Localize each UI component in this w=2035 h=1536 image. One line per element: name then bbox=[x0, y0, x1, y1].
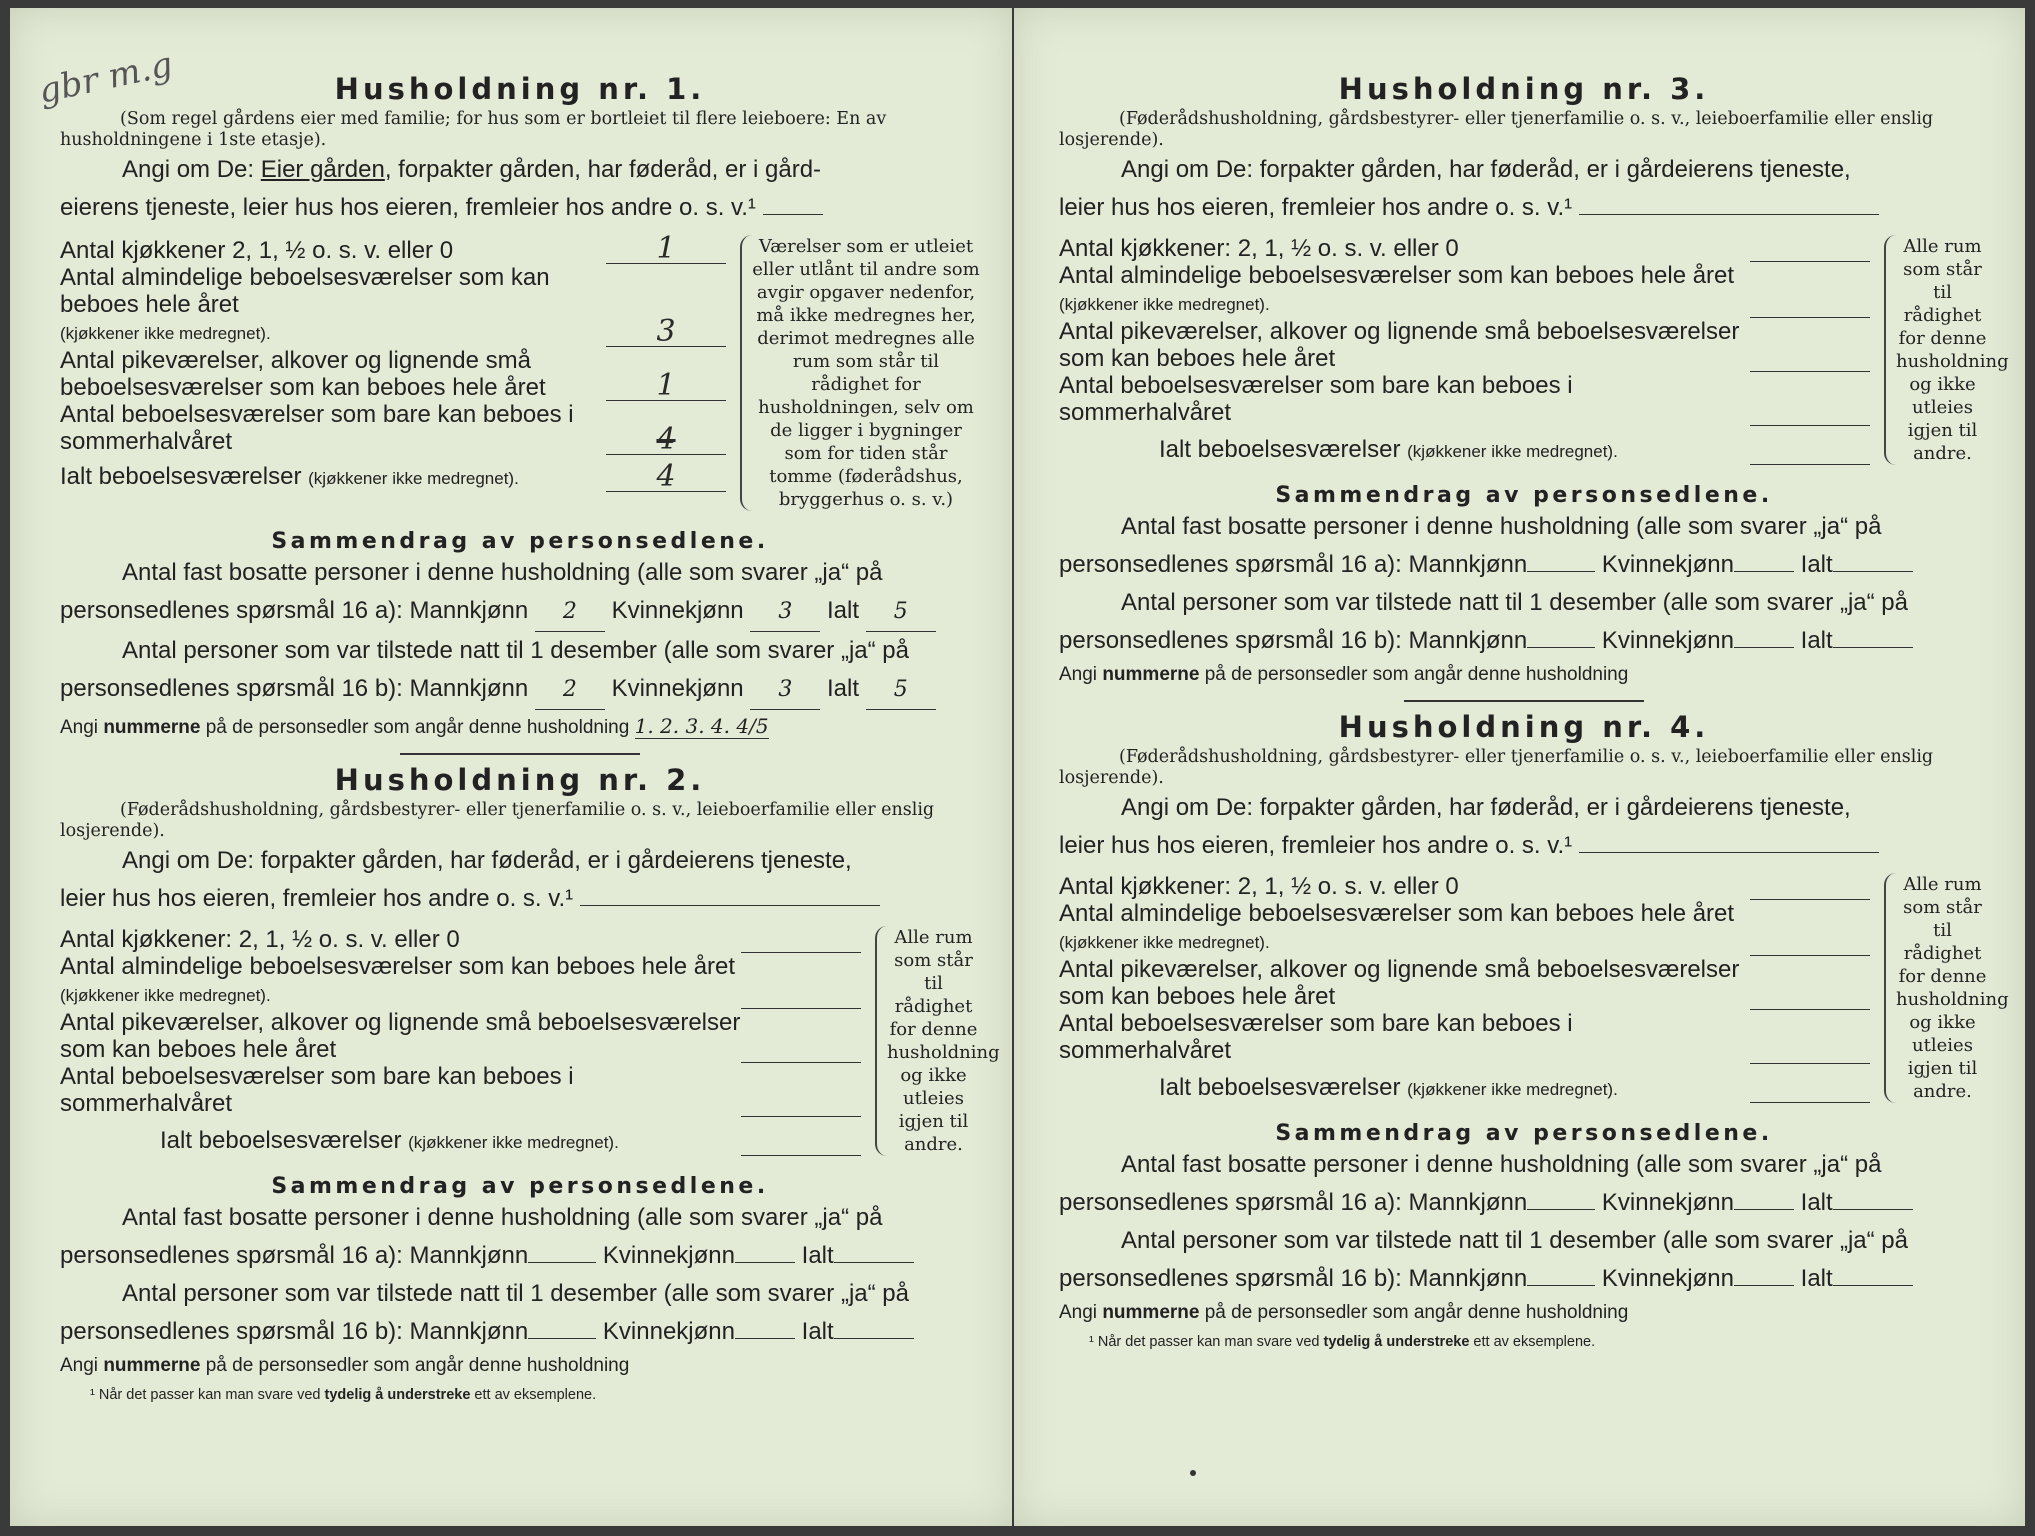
status-options-cont: leier hus hos eieren, fremleier hos andre o. s. v.¹ bbox=[1059, 194, 1573, 221]
female-label: Kvinnekjønn bbox=[611, 597, 744, 624]
room-row-total bbox=[1059, 1074, 1870, 1103]
separator bbox=[400, 753, 640, 755]
separator bbox=[1404, 700, 1644, 702]
household-3-summary bbox=[1059, 508, 1989, 660]
household-3-title: Husholdning nr. 3. bbox=[1338, 72, 1710, 106]
household-4-status bbox=[1059, 789, 1989, 865]
room-row-summer bbox=[1059, 1010, 1870, 1064]
16a-female-blank bbox=[735, 1241, 795, 1263]
16a-female: 3 bbox=[750, 593, 820, 632]
summary-line-16b: Antal personer som var tilstede natt til 1 desember (alle som svarer „ja“ på bbox=[1121, 589, 1908, 616]
room-value bbox=[741, 1116, 861, 1117]
rooms-side-note: Alle rum som står til rådighet for denne husholdning og ikke utleies igjen til andre. bbox=[1884, 873, 1989, 1103]
room-value bbox=[1750, 425, 1870, 426]
room-label bbox=[1059, 262, 1750, 318]
room-row-kitchens bbox=[60, 231, 726, 266]
rooms-list bbox=[1059, 873, 1870, 1103]
16b-male-blank bbox=[1527, 1264, 1595, 1286]
household-1-numbers bbox=[60, 714, 980, 739]
footnote bbox=[1059, 1334, 1989, 1350]
16a-male-blank bbox=[1527, 550, 1595, 572]
numbers-bold: nummerne bbox=[103, 1355, 201, 1376]
room-label-sub: (kjøkkener ikke medregnet). bbox=[1059, 933, 1270, 952]
left-column bbox=[60, 68, 1000, 1403]
room-label bbox=[60, 953, 741, 1009]
footnote bbox=[60, 1387, 980, 1403]
total-value bbox=[1750, 464, 1870, 465]
room-label: Antal beboelsesværelser som bare kan beboes i sommerhalvåret bbox=[1059, 1010, 1573, 1064]
total-label-text: Ialt beboelsesværelser bbox=[60, 463, 302, 490]
room-label: Antal beboelsesværelser som bare kan beboes i sommerhalvåret bbox=[60, 401, 574, 455]
16a-male-blank bbox=[528, 1241, 596, 1263]
status-prefix: Angi om De: bbox=[122, 156, 261, 183]
16b-female-blank bbox=[1734, 626, 1794, 648]
room-row-kitchens bbox=[1059, 235, 1870, 262]
room-value: 4 bbox=[606, 426, 726, 455]
room-row-small bbox=[1059, 956, 1870, 1010]
numbers-bold: nummerne bbox=[103, 717, 201, 738]
total-label bbox=[1159, 436, 1750, 465]
household-2-status bbox=[60, 842, 980, 918]
footnote-end: ett av eksemplene. bbox=[470, 1387, 597, 1403]
room-row-kitchens bbox=[1059, 873, 1870, 900]
room-row-ordinary bbox=[60, 953, 861, 1009]
room-label: Antal pikeværelser, alkover og lignende små beboelsesværelser som kan beboes hele året bbox=[60, 347, 546, 401]
household-2-rooms bbox=[60, 926, 1000, 1156]
numbers-text: på de personsedler som angår denne husholdning bbox=[200, 717, 630, 738]
16a-female-blank bbox=[1734, 550, 1794, 572]
room-value bbox=[1750, 371, 1870, 372]
total-label: Ialt bbox=[1800, 627, 1833, 654]
room-row-summer bbox=[60, 1063, 861, 1117]
room-row-ordinary bbox=[60, 264, 726, 347]
summary-16a-label: personsedlenes spørsmål 16 a): Mannkjønn bbox=[60, 597, 529, 624]
room-label bbox=[60, 264, 606, 347]
rooms-side-note: Alle rum som står til rådighet for denne husholdning og ikke utleies igjen til andre. bbox=[1884, 235, 1989, 465]
household-1-summary-title: Sammendrag av personsedlene. bbox=[271, 529, 769, 554]
16b-male-blank bbox=[528, 1317, 596, 1339]
total-label: Ialt bbox=[801, 1242, 834, 1269]
room-label-text: Antal almindelige beboelsesværelser som kan beboes hele året bbox=[1059, 900, 1735, 927]
right-page bbox=[1014, 8, 2025, 1526]
total-label: Ialt bbox=[1800, 1265, 1833, 1292]
left-page bbox=[10, 8, 1012, 1526]
16b-female-blank bbox=[735, 1317, 795, 1339]
16b-total: 5 bbox=[866, 671, 936, 710]
room-value bbox=[1750, 899, 1870, 900]
household-4-summary-title: Sammendrag av personsedlene. bbox=[1275, 1121, 1773, 1146]
household-4-title: Husholdning nr. 4. bbox=[1338, 710, 1710, 744]
total-label bbox=[160, 1127, 741, 1156]
room-value: 1 bbox=[606, 235, 726, 264]
household-2-summary bbox=[60, 1199, 980, 1351]
status-options-cont: eierens tjeneste, leier hus hos eieren, fremleier hos andre o. s. v.¹ bbox=[60, 194, 756, 221]
16b-total-blank bbox=[834, 1317, 914, 1339]
numbers-text: på de personsedler som angår denne husholdning bbox=[200, 1355, 630, 1376]
household-4-note: (Føderådshusholdning, gårdsbestyrer- eller tjenerfamilie o. s. v., leieboerfamilie eller enslig losjerende). bbox=[1059, 747, 1934, 788]
summary-16b-label: personsedlenes spørsmål 16 b): Mannkjønn bbox=[60, 675, 529, 702]
household-4-numbers bbox=[1059, 1302, 1989, 1324]
household-2-note: (Føderådshusholdning, gårdsbestyrer- eller tjenerfamilie o. s. v., leieboerfamilie eller enslig losjerende). bbox=[60, 800, 935, 841]
room-label-sub: (kjøkkener ikke medregnet). bbox=[60, 324, 271, 343]
footnote-bold: tydelig å understreke bbox=[324, 1387, 471, 1403]
total-label: Ialt bbox=[827, 597, 860, 624]
16a-total-blank bbox=[1833, 550, 1913, 572]
summary-16a-label: personsedlenes spørsmål 16 a): Mannkjønn bbox=[1059, 1189, 1528, 1216]
room-label-text: Antal almindelige beboelsesværelser som kan beboes hele året bbox=[60, 953, 736, 980]
census-sheet bbox=[10, 8, 2025, 1528]
16a-male: 2 bbox=[535, 593, 605, 632]
room-value bbox=[1750, 261, 1870, 262]
room-value bbox=[1750, 1009, 1870, 1010]
summary-16b-label: personsedlenes spørsmål 16 b): Mannkjønn bbox=[60, 1318, 529, 1345]
room-label: Antal kjøkkener: 2, 1, ½ o. s. v. eller 0 bbox=[1059, 873, 1459, 900]
total-label: Ialt bbox=[827, 675, 860, 702]
household-3-note: (Føderådshusholdning, gårdsbestyrer- eller tjenerfamilie o. s. v., leieboerfamilie eller enslig losjerende). bbox=[1059, 109, 1934, 150]
summary-16a-label: personsedlenes spørsmål 16 a): Mannkjønn bbox=[1059, 551, 1528, 578]
numbers-bold: nummerne bbox=[1102, 664, 1200, 685]
female-label: Kvinnekjønn bbox=[1601, 1265, 1734, 1292]
room-value bbox=[741, 952, 861, 953]
room-label: Antal beboelsesværelser som bare kan beboes i sommerhalvåret bbox=[60, 1063, 574, 1117]
room-label: Antal kjøkkener: 2, 1, ½ o. s. v. eller 0 bbox=[60, 926, 460, 953]
16b-male-blank bbox=[1527, 626, 1595, 648]
summary-16a-label: personsedlenes spørsmål 16 a): Mannkjønn bbox=[60, 1242, 529, 1269]
status-options: Angi om De: forpakter gården, har føderåd, er i gårdeierens tjeneste, bbox=[122, 847, 852, 874]
household-4-rooms bbox=[1059, 873, 2009, 1103]
total-label: Ialt bbox=[801, 1318, 834, 1345]
summary-line-16a: Antal fast bosatte personer i denne husholdning (alle som svarer „ja“ på bbox=[122, 559, 883, 586]
status-options: Angi om De: forpakter gården, har føderåd, er i gårdeierens tjeneste, bbox=[1121, 794, 1851, 821]
numbers-prefix: Angi bbox=[1059, 1302, 1103, 1323]
status-options-cont: leier hus hos eieren, fremleier hos andre o. s. v.¹ bbox=[60, 885, 574, 912]
household-1-note: (Som regel gårdens eier med familie; for hus som er bortleiet til flere leieboere: En av husholdningene i 1ste etasje). bbox=[60, 109, 887, 150]
total-label-text: Ialt beboelsesværelser bbox=[160, 1127, 402, 1154]
household-1-rooms bbox=[60, 231, 980, 511]
household-2-summary-title: Sammendrag av personsedlene. bbox=[271, 1174, 769, 1199]
room-value: 3 bbox=[606, 318, 726, 347]
household-1-summary bbox=[60, 554, 980, 710]
total-value bbox=[741, 1155, 861, 1156]
household-1-title: Husholdning nr. 1. bbox=[334, 72, 706, 106]
total-label-sub: (kjøkkener ikke medregnet). bbox=[408, 1133, 619, 1152]
rooms-list bbox=[60, 231, 726, 511]
room-label-sub: (kjøkkener ikke medregnet). bbox=[1059, 295, 1270, 314]
total-value: 4 bbox=[606, 463, 726, 492]
total-label bbox=[1159, 1074, 1750, 1103]
numbers-prefix: Angi bbox=[1059, 664, 1103, 685]
room-value: 1 bbox=[606, 372, 726, 401]
status-blank bbox=[1579, 831, 1879, 853]
room-label-sub: (kjøkkener ikke medregnet). bbox=[60, 986, 271, 1005]
rooms-side-note: Alle rum som står til rådighet for denne husholdning og ikke utleies igjen til andre. bbox=[875, 926, 980, 1156]
total-label-text: Ialt beboelsesværelser bbox=[1159, 1074, 1401, 1101]
total-label-sub: (kjøkkener ikke medregnet). bbox=[1407, 442, 1618, 461]
household-2-numbers bbox=[60, 1355, 980, 1377]
room-row-summer bbox=[60, 401, 726, 455]
handwritten-scribble: gbr m.g bbox=[35, 44, 177, 112]
summary-line-16b: Antal personer som var tilstede natt til 1 desember (alle som svarer „ja“ på bbox=[122, 1280, 909, 1307]
total-label-text: Ialt beboelsesværelser bbox=[1159, 436, 1401, 463]
16b-total-blank bbox=[1833, 626, 1913, 648]
status-blank bbox=[1579, 193, 1879, 215]
room-row-small bbox=[60, 1009, 861, 1063]
female-label: Kvinnekjønn bbox=[611, 675, 744, 702]
room-label: Antal pikeværelser, alkover og lignende små beboelsesværelser som kan beboes hele året bbox=[60, 1009, 741, 1063]
room-row-total bbox=[1059, 436, 1870, 465]
total-label-sub: (kjøkkener ikke medregnet). bbox=[1407, 1080, 1618, 1099]
16a-total: 5 bbox=[866, 593, 936, 632]
household-3 bbox=[1059, 72, 2009, 686]
status-options: , forpakter gården, har føderåd, er i gård- bbox=[384, 156, 822, 183]
household-3-numbers bbox=[1059, 664, 1989, 686]
16a-total-blank bbox=[1833, 1188, 1913, 1210]
numbers-prefix: Angi bbox=[60, 1355, 104, 1376]
numbers-prefix: Angi bbox=[60, 717, 104, 738]
summary-16b-label: personsedlenes spørsmål 16 b): Mannkjønn bbox=[1059, 1265, 1528, 1292]
room-value bbox=[1750, 317, 1870, 318]
room-value bbox=[741, 1062, 861, 1063]
room-row-small bbox=[1059, 318, 1870, 372]
total-label: Ialt bbox=[1800, 551, 1833, 578]
household-3-rooms bbox=[1059, 235, 2009, 465]
room-row-total bbox=[60, 1127, 861, 1156]
female-label: Kvinnekjønn bbox=[602, 1242, 735, 1269]
status-eier-underlined: Eier gården bbox=[260, 156, 385, 183]
right-column bbox=[1059, 68, 2009, 1350]
16a-total-blank bbox=[834, 1241, 914, 1263]
numbers-bold: nummerne bbox=[1102, 1302, 1200, 1323]
16b-male: 2 bbox=[535, 671, 605, 710]
room-row-summer bbox=[1059, 372, 1870, 426]
household-3-status bbox=[1059, 151, 1989, 227]
summary-line-16b: Antal personer som var tilstede natt til 1 desember (alle som svarer „ja“ på bbox=[122, 637, 909, 664]
status-blank bbox=[580, 884, 880, 906]
footnote-bold: tydelig å understreke bbox=[1323, 1334, 1470, 1350]
room-row-kitchens bbox=[60, 926, 861, 953]
room-row-ordinary bbox=[1059, 900, 1870, 956]
summary-16b-label: personsedlenes spørsmål 16 b): Mannkjønn bbox=[1059, 627, 1528, 654]
total-label bbox=[60, 463, 606, 492]
room-label: Antal pikeværelser, alkover og lignende små beboelsesværelser som kan beboes hele året bbox=[1059, 318, 1740, 372]
room-label: Antal beboelsesværelser som bare kan beboes i sommerhalvåret bbox=[1059, 372, 1573, 426]
room-row-ordinary bbox=[1059, 262, 1870, 318]
footnote-text: ¹ Når det passer kan man svare ved bbox=[1089, 1334, 1324, 1350]
summary-line-16a: Antal fast bosatte personer i denne husholdning (alle som svarer „ja“ på bbox=[1121, 513, 1882, 540]
numbers-text: på de personsedler som angår denne husholdning bbox=[1199, 664, 1629, 685]
ink-dot bbox=[1190, 1470, 1196, 1476]
total-value bbox=[1750, 1102, 1870, 1103]
room-label: Antal pikeværelser, alkover og lignende små beboelsesværelser som kan beboes hele året bbox=[1059, 956, 1740, 1010]
16b-female-blank bbox=[1734, 1264, 1794, 1286]
room-row-total bbox=[60, 459, 726, 494]
numbers-value: 1. 2. 3. 4. 4/5 bbox=[634, 714, 769, 738]
female-label: Kvinnekjønn bbox=[1601, 627, 1734, 654]
room-label-text: Antal almindelige beboelsesværelser som kan beboes hele året bbox=[1059, 262, 1735, 289]
household-2 bbox=[60, 763, 1000, 1377]
status-blank bbox=[763, 193, 823, 215]
room-label: Antal kjøkkener: 2, 1, ½ o. s. v. eller 0 bbox=[1059, 235, 1459, 262]
room-row-small bbox=[60, 347, 726, 401]
footnote-text: ¹ Når det passer kan man svare ved bbox=[90, 1387, 325, 1403]
16a-male-blank bbox=[1527, 1188, 1595, 1210]
room-value bbox=[1750, 1063, 1870, 1064]
status-options-cont: leier hus hos eieren, fremleier hos andre o. s. v.¹ bbox=[1059, 832, 1573, 859]
summary-line-16a: Antal fast bosatte personer i denne husholdning (alle som svarer „ja“ på bbox=[122, 1204, 883, 1231]
summary-line-16b: Antal personer som var tilstede natt til 1 desember (alle som svarer „ja“ på bbox=[1121, 1227, 1908, 1254]
status-options: Angi om De: forpakter gården, har føderåd, er i gårdeierens tjeneste, bbox=[1121, 156, 1851, 183]
household-1 bbox=[60, 72, 980, 739]
rooms-list bbox=[60, 926, 861, 1156]
total-label-sub: (kjøkkener ikke medregnet). bbox=[308, 469, 519, 488]
room-value bbox=[1750, 955, 1870, 956]
total-label: Ialt bbox=[1800, 1189, 1833, 1216]
female-label: Kvinnekjønn bbox=[1601, 551, 1734, 578]
female-label: Kvinnekjønn bbox=[602, 1318, 735, 1345]
summary-line-16a: Antal fast bosatte personer i denne husholdning (alle som svarer „ja“ på bbox=[1121, 1151, 1882, 1178]
room-value bbox=[741, 1008, 861, 1009]
female-label: Kvinnekjønn bbox=[1601, 1189, 1734, 1216]
room-label bbox=[1059, 900, 1750, 956]
16a-female-blank bbox=[1734, 1188, 1794, 1210]
16b-total-blank bbox=[1833, 1264, 1913, 1286]
household-3-summary-title: Sammendrag av personsedlene. bbox=[1275, 483, 1773, 508]
room-label-text: Antal almindelige beboelsesværelser som kan beboes hele året bbox=[60, 264, 550, 318]
household-1-status bbox=[60, 151, 980, 227]
16b-female: 3 bbox=[750, 671, 820, 710]
household-2-title: Husholdning nr. 2. bbox=[334, 763, 706, 797]
household-4-summary bbox=[1059, 1146, 1989, 1298]
household-4 bbox=[1059, 710, 2009, 1324]
rooms-side-note: Værelser som er utleiet eller utlånt til andre som avgir opgaver nedenfor, må ikke medregnes her, derimot medregnes alle rum som står til rådighet for husholdningen, selv om de ligger i bygninger som for tiden står tomme (føderådshus, bryggerhus o. s. v.) bbox=[740, 235, 980, 511]
numbers-text: på de personsedler som angår denne husholdning bbox=[1199, 1302, 1629, 1323]
room-label: Antal kjøkkener 2, 1, ½ o. s. v. eller 0 bbox=[60, 237, 454, 264]
footnote-end: ett av eksemplene. bbox=[1469, 1334, 1596, 1350]
rooms-list bbox=[1059, 235, 1870, 465]
